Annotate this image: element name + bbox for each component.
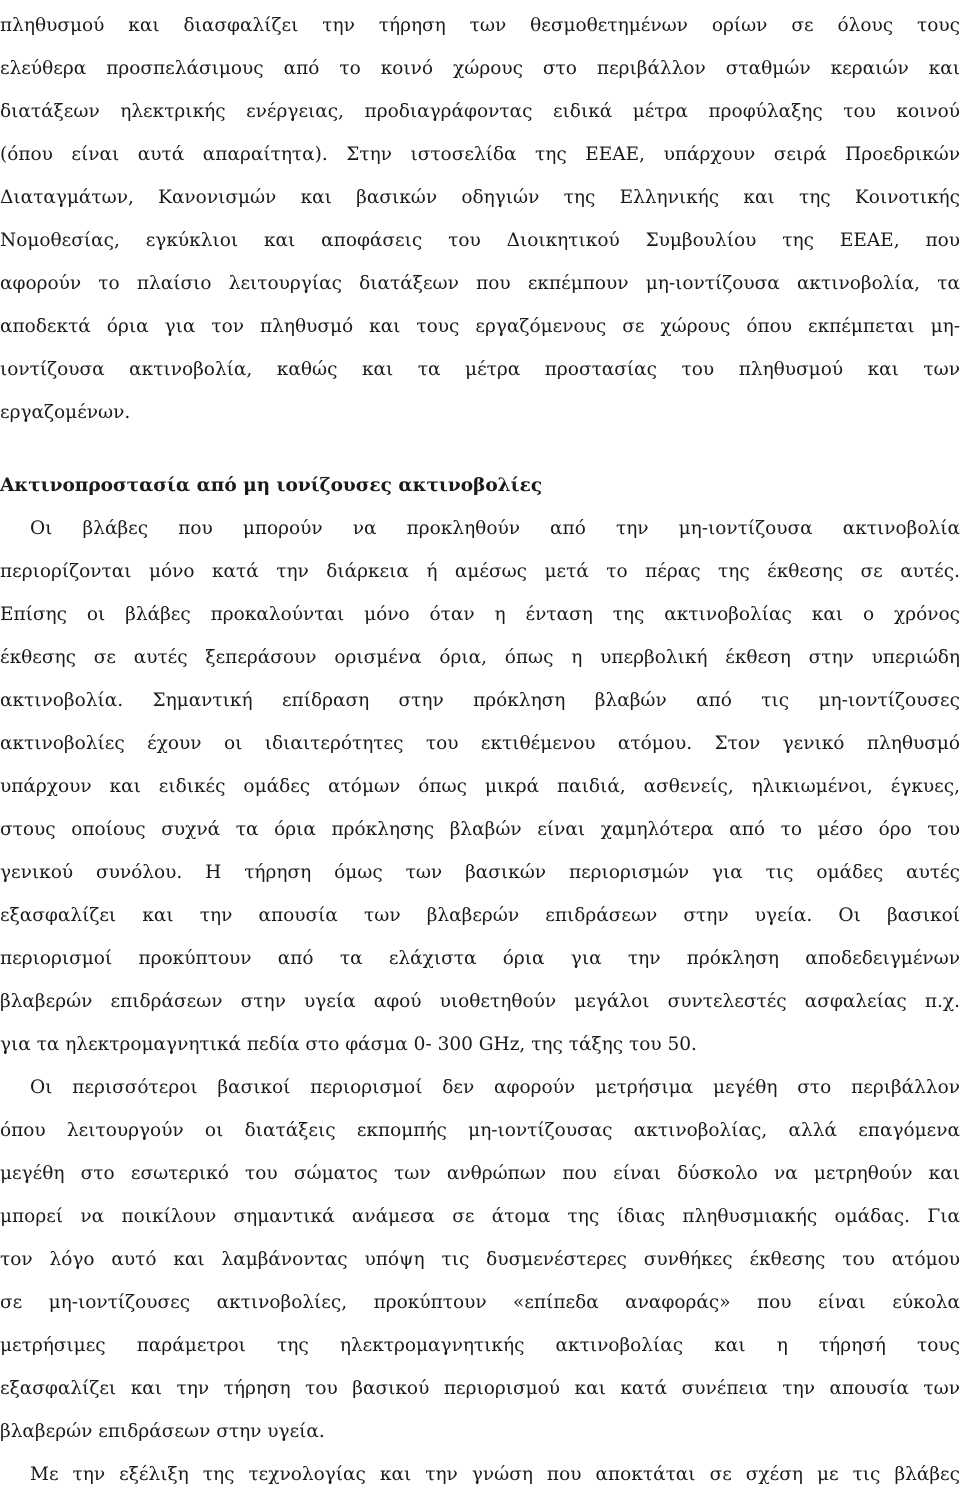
text-line: σε μη-ιοντίζουσες ακτινοβολίες, προκύπτουν «επίπεδα αναφοράς» που είναι εύκολα bbox=[0, 1292, 960, 1313]
text-line: (όπου είναι αυτά απαραίτητα). Στην ιστοσελίδα της ΕΕΑΕ, υπάρχουν σειρά Προεδρικών bbox=[0, 144, 960, 165]
text-line: Νομοθεσίας, εγκύκλιοι και αποφάσεις του Διοικητικού Συμβουλίου της ΕΕΑΕ, που bbox=[0, 230, 960, 251]
text-line: αποδεκτά όρια για τον πληθυσμό και τους εργαζόμενους σε χώρους όπου εκπέμπεται μη- bbox=[0, 316, 960, 337]
text-line: μετρήσιμες παράμετροι της ηλεκτρομαγνητικής ακτινοβολίας και η τήρησή τους bbox=[0, 1335, 960, 1356]
text-line: για τα ηλεκτρομαγνητικά πεδία στο φάσμα 0- 300 GHz, της τάξης του 50. bbox=[0, 1034, 697, 1055]
text-line: έκθεσης σε αυτές ξεπεράσουν ορισμένα όρια, όπως η υπερβολική έκθεση στην υπεριώδη bbox=[0, 647, 960, 668]
text-line: ακτινοβολίες έχουν οι ιδιαιτερότητες του εκτιθέμενου ατόμου. Στον γενικό πληθυσμό bbox=[0, 733, 960, 754]
text-line: ακτινοβολία. Σημαντική επίδραση στην πρόκληση βλαβών από τις μη-ιοντίζουσες bbox=[0, 690, 960, 711]
text-line: Οι περισσότεροι βασικοί περιορισμοί δεν αφορούν μετρήσιμα μεγέθη στο περιβάλλον bbox=[30, 1077, 960, 1098]
text-line: μπορεί να ποικίλουν σημαντικά ανάμεσα σε άτομα της ίδιας πληθυσμιακής ομάδας. Για bbox=[0, 1206, 960, 1227]
text-line: αφορούν το πλαίσιο λειτουργίας διατάξεων που εκπέμπουν μη-ιοντίζουσα ακτινοβολία, τα bbox=[0, 273, 960, 294]
section-heading: Ακτινοπροστασία από μη ιονίζουσες ακτινοβολίες bbox=[0, 475, 543, 496]
text-line: γενικού συνόλου. Η τήρηση όμως των βασικών περιορισμών για τις ομάδες αυτές bbox=[0, 862, 960, 883]
text-line: διατάξεων ηλεκτρικής ενέργειας, προδιαγράφοντας ειδικά μέτρα προφύλαξης του κοινού bbox=[0, 101, 960, 122]
text-line: περιορισμοί προκύπτουν από τα ελάχιστα όρια για την πρόκληση αποδεδειγμένων bbox=[0, 948, 960, 969]
text-line: βλαβερών επιδράσεων στην υγεία αφού υιοθετηθούν μεγάλοι συντελεστές ασφαλείας π.χ. bbox=[0, 991, 960, 1012]
text-line: εργαζομένων. bbox=[0, 402, 131, 423]
text-line: βλαβερών επιδράσεων στην υγεία. bbox=[0, 1421, 325, 1442]
text-line: ιοντίζουσα ακτινοβολία, καθώς και τα μέτρα προστασίας του πληθυσμού και των bbox=[0, 359, 960, 380]
text-line: εξασφαλίζει και την τήρηση του βασικού περιορισμού και κατά συνέπεια την απουσία των bbox=[0, 1378, 960, 1399]
text-line: στους οποίους συχνά τα όρια πρόκλησης βλαβών είναι χαμηλότερα από το μέσο όρο του bbox=[0, 819, 960, 840]
text-line: εξασφαλίζει και την απουσία των βλαβερών επιδράσεων στην υγεία. Οι βασικοί bbox=[0, 905, 960, 926]
text-line: Επίσης οι βλάβες προκαλούνται μόνο όταν η ένταση της ακτινοβολίας και ο χρόνος bbox=[0, 604, 960, 625]
text-line: τον λόγο αυτό και λαμβάνοντας υπόψη τις δυσμενέστερες συνθήκες έκθεσης του ατόμου bbox=[0, 1249, 960, 1270]
text-line: Οι βλάβες που μπορούν να προκληθούν από την μη-ιοντίζουσα ακτινοβολία bbox=[30, 518, 960, 539]
text-line: περιορίζονται μόνο κατά την διάρκεια ή αμέσως μετά το πέρας της έκθεσης σε αυτές. bbox=[0, 561, 960, 582]
text-line: υπάρχουν και ειδικές ομάδες ατόμων όπως μικρά παιδιά, ασθενείς, ηλικιωμένοι, έγκυες, bbox=[0, 776, 960, 797]
text-line: μεγέθη στο εσωτερικό του σώματος των ανθρώπων που είναι δύσκολο να μετρηθούν και bbox=[0, 1163, 960, 1184]
text-line: Διαταγμάτων, Κανονισμών και βασικών οδηγιών της Ελληνικής και της Κοινοτικής bbox=[0, 187, 960, 208]
text-line: όπου λειτουργούν οι διατάξεις εκπομπής μη-ιοντίζουσας ακτινοβολίας, αλλά επαγόμενα bbox=[0, 1120, 960, 1141]
text-line: ελεύθερα προσπελάσιμους από το κοινό χώρους στο περιβάλλον σταθμών κεραιών και bbox=[0, 58, 960, 79]
text-line: πληθυσμού και διασφαλίζει την τήρηση των θεσμοθετημένων ορίων σε όλους τους bbox=[0, 15, 960, 36]
text-line: Με την εξέλιξη της τεχνολογίας και την γνώση που αποκτάται σε σχέση με τις βλάβες bbox=[30, 1464, 960, 1485]
